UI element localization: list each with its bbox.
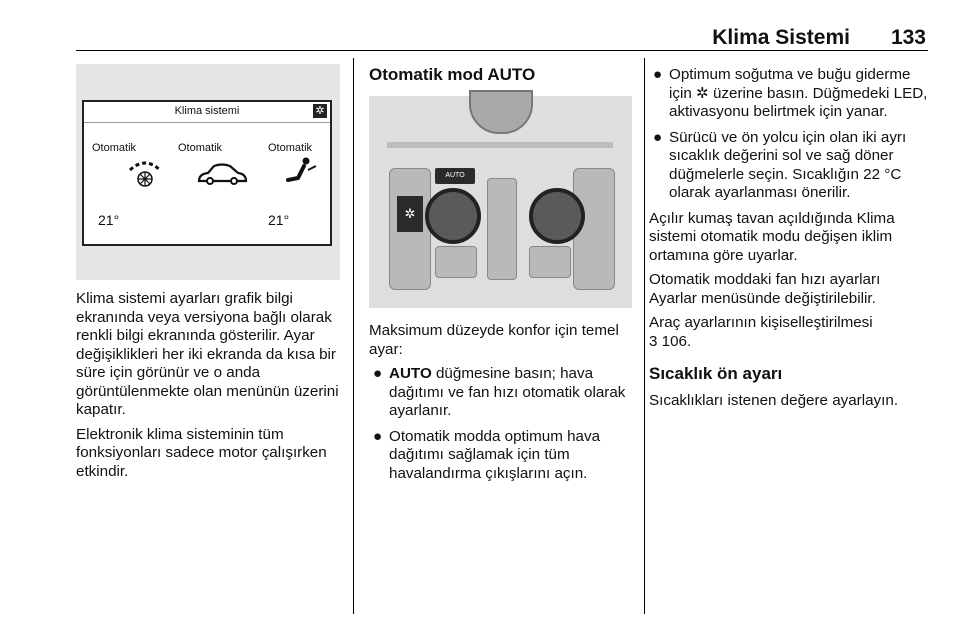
header-rule xyxy=(76,50,928,51)
climate-display-illustration xyxy=(76,64,340,280)
screen-title: Klima sistemi xyxy=(174,105,240,117)
vent-strip xyxy=(387,142,613,148)
paragraph: Sıcaklıkları istenen değere ayarlayın. xyxy=(649,391,899,409)
list-item-text: Otomatik modda optimum hava dağıtımı sağlamak için tüm havalandırma çıkışlarını açın. xyxy=(389,427,601,482)
section-heading: Sıcaklık ön ayarı xyxy=(649,364,783,383)
page-title: Klima Sistemi xyxy=(712,26,850,49)
list-item-text: düğmesine basın; hava dağıtımı ve fan hızı otomatik olarak ayarlanır. xyxy=(389,365,626,419)
seat-airflow-icon xyxy=(284,156,318,190)
paragraph: Elektronik klima sisteminin tüm fonksiyonları sadece motor çalışırken etkindir. xyxy=(76,425,327,480)
display-screen xyxy=(82,100,332,246)
screen-title-bar xyxy=(84,102,330,123)
bullet-icon: ● xyxy=(373,427,383,445)
distribution-mode-label: Otomatik xyxy=(178,142,223,154)
fan-mode-label: Otomatik xyxy=(92,142,137,154)
car-icon xyxy=(196,162,248,188)
list-item-text: Sürücü ve ön yolcu için olan iki ayrı sıcaklık değerini sol ve sağ döner düğmelerle seçin. Sıcaklığın 22 °C olarak ayarlanması önerilir. xyxy=(669,128,907,201)
center-button-stack xyxy=(487,178,517,280)
gear-icon: ✲ xyxy=(696,84,709,102)
bullet-list xyxy=(649,66,931,203)
list-item xyxy=(649,129,931,203)
temperature-left: 21° xyxy=(98,212,120,228)
list-item xyxy=(369,428,633,484)
bullet-icon: ● xyxy=(653,128,663,146)
airflow-mode-label: Otomatik xyxy=(268,142,313,154)
paragraph xyxy=(649,314,931,351)
list-item xyxy=(649,66,931,122)
bullet-icon: ● xyxy=(373,365,383,382)
column-1 xyxy=(76,290,344,487)
rear-defrost-button xyxy=(529,246,571,278)
paragraph: Klima sistemi ayarları grafik bilgi ekranında veya versiyona bağlı olarak renkli bilgi ekranında gösterilir. Ayar değişiklikleri her iki ekranda da kısa bir süre için görünür ve o anda görüntülenmekte olan menünün üzerini kapatır. xyxy=(76,290,339,418)
list-item xyxy=(369,365,633,421)
column-divider-2 xyxy=(644,58,645,614)
auto-button-label: AUTO xyxy=(389,365,432,382)
fan-icon xyxy=(124,158,166,190)
recirculation-button xyxy=(435,246,477,278)
paragraph: Otomatik moddaki fan hızı ayarları Ayarlar menüsünde değiştirilebilir. xyxy=(649,271,881,307)
page-header xyxy=(76,26,928,48)
section-heading: Otomatik mod AUTO xyxy=(369,65,536,84)
list-item-text: üzerine basın. Düğmedeki LED, aktivasyonu belirtmek için yanar. xyxy=(669,84,928,120)
right-temperature-knob xyxy=(529,188,585,244)
auto-label: AUTO xyxy=(445,172,465,179)
column-2-heading xyxy=(369,66,633,85)
auto-button xyxy=(435,168,475,184)
temperature-right: 21° xyxy=(268,212,290,228)
center-dial-top xyxy=(469,90,533,134)
bullet-list xyxy=(369,365,633,483)
column-3 xyxy=(649,66,931,416)
column-2 xyxy=(369,322,633,490)
gear-icon: ✲ xyxy=(397,196,423,232)
bullet-icon: ● xyxy=(653,66,663,83)
paragraph: Maksimum düzeyde konfor için temel ayar: xyxy=(369,322,619,358)
left-temperature-knob xyxy=(425,188,481,244)
page-reference-link[interactable]: 3 106. xyxy=(649,332,692,350)
column-divider-1 xyxy=(353,58,354,614)
list-item-text: Optimum soğutma ve buğu giderme için xyxy=(669,66,911,102)
gear-icon: ✲ xyxy=(313,104,327,118)
cross-reference-text: Araç ayarlarının kişiselleştirilmesi xyxy=(649,314,873,331)
paragraph: Açılır kumaş tavan açıldığında Klima sistemi otomatik modu değişen iklim ortamına göre uyarlar. xyxy=(649,209,895,264)
control-panel-photo xyxy=(369,96,632,308)
page-number: 133 xyxy=(890,26,926,49)
